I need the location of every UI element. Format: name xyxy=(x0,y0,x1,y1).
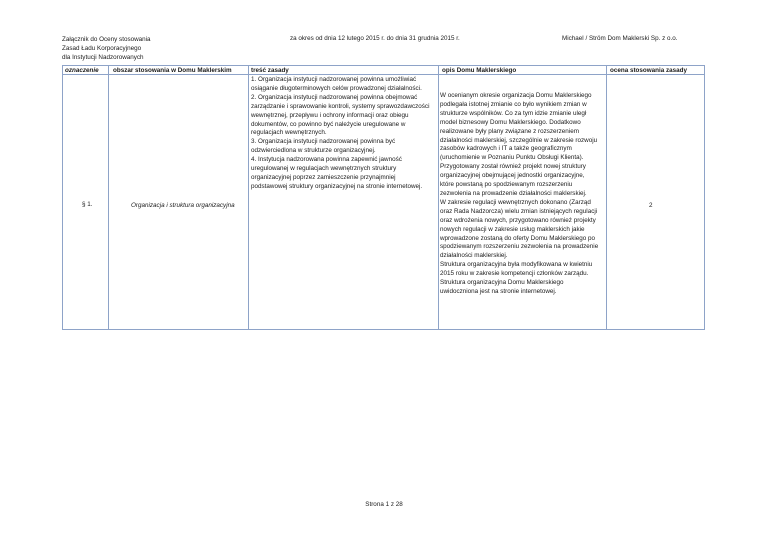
column-divider xyxy=(108,66,109,329)
header-line-2: Zasad Ładu Korporacyjnego xyxy=(62,45,142,53)
header-line-1: Załącznik do Oceny stosowania xyxy=(62,36,151,43)
row-opis: W ocenianym okresie organizacja Domu Maklerskiego podlegała istotnej zmianie co było wynikiem zmian w strukturze wspólników. Co za tym idzie zmianie uległ model biznesowy Domu Maklerskiego. Dodatkowo realizowane były plany związane z rozszerzeniem działalności maklerskiej, szczególnie w zakresie rozwoju zasobów kadrowych i IT a także geograficznym (uruchomienie w Poznaniu Punktu Obsługi Klienta). Przygotowany został również projekt nowej struktury organizacyjnej obejmującej jednostki organizacyjne, które powstaną po spodziewanym rozszerzeniu zezwolenia na prowadzenie działalności maklerskiej. W zakresie regulacji wewnętrznych dokonano (Zarząd oraz Rada Nadzorcza) wielu zmian istniejących regulacji oraz wdrożenia nowych, przygotowano również projekty nowych regulacji w zakresie usług maklerskich jakie wprowadzone zostaną do oferty Domu Maklerskiego po spodziewanym rozszerzeniu zezwolenia na prowadzenie działalności maklerskiej. Struktura organizacyjna była modyfikowana w kwietniu 2015 roku w zakresie kompetencji członków zarządu. Struktura organizacyjna Domu Maklerskiego uwidoczniona jest na stronie internetowej. xyxy=(440,92,599,295)
document-header-left xyxy=(62,35,151,63)
column-header-oznaczenie: oznaczenie xyxy=(65,67,99,74)
column-header-tresc: treść zasady xyxy=(251,67,289,74)
column-header-opis: opis Domu Maklerskiego xyxy=(442,67,517,74)
header-line-3: dla Instytucji Nadzorowanych xyxy=(62,54,144,62)
row-obszar: Organizacja i struktura organizacyjna xyxy=(131,202,235,209)
column-header-ocena: ocena stosowania zasady xyxy=(610,67,687,74)
row-tresc-zasady: 1. Organizacja instytucji nadzorowanej powinna umożliwiać osiąganie długoterminowych celów prowadzonej działalności. 2. Organizacja instytucji nadzorowanej powinna obejmować zarządzanie i sprawowanie kontroli, systemy sprawozdawczości wewnętrznej, przepływu i ochrony informacji oraz obiegu dokumentów, co powinno być należycie uregulowane w regulacjach wewnętrznych. 3. Organizacja instytucji nadzorowanej powinna być odzwierciedlona w strukturze organizacyjnej. 4. Instytucja nadzorowana powinna zapewnić jawność uregulowanej w regulacjach wewnętrznych struktury organizacyjnej poprzez zamieszczenie przynajmniej podstawowej struktury organizacyjnej na stronie internetowej. xyxy=(251,76,430,190)
row-oznaczenie: § 1. xyxy=(82,201,93,208)
company-name: Michael / Ström Dom Maklerski Sp. z o.o. xyxy=(562,35,678,42)
column-header-obszar: obszar stosowania w Domu Maklerskim xyxy=(113,67,232,74)
column-divider xyxy=(248,66,249,329)
column-divider xyxy=(606,66,607,329)
column-divider xyxy=(438,66,439,329)
row-ocena: 2 xyxy=(649,202,653,209)
page-number: Strona 1 z 28 xyxy=(365,501,403,508)
assessment-table xyxy=(62,65,705,330)
document-period: za okres od dnia 12 lutego 2015 r. do dnia 31 grudnia 2015 r. xyxy=(290,35,460,42)
